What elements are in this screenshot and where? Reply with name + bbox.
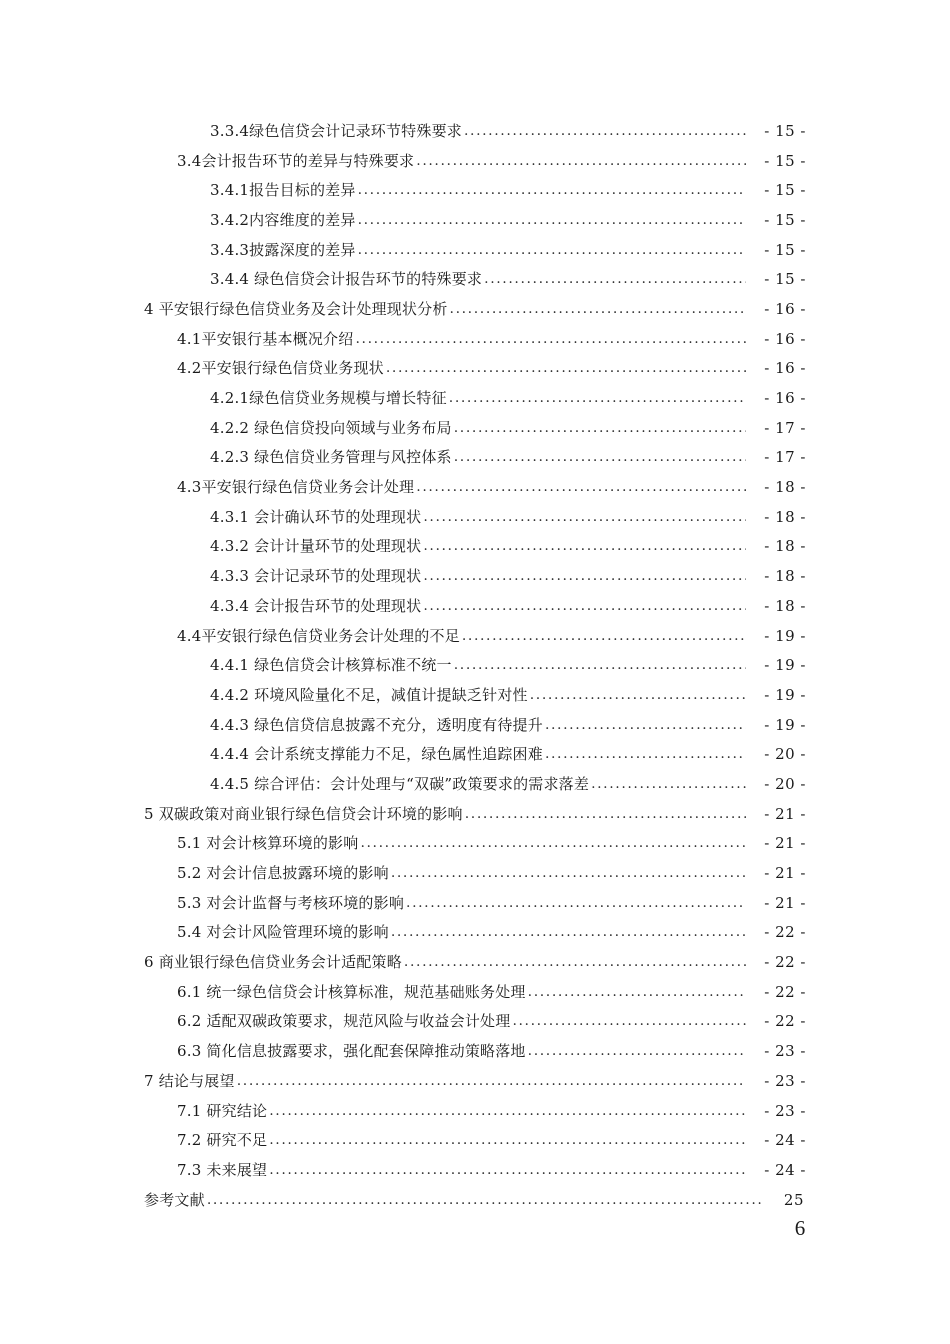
toc-dot-leader [269,1131,746,1149]
toc-entry[interactable] [0,710,950,740]
toc-entry-page: - 19 - [764,626,806,645]
toc-entry-title: 5.1 对会计核算环境的影响 [177,834,359,853]
toc-dot-leader [464,122,746,140]
toc-entry[interactable] [0,502,950,532]
toc-entry-page: - 21 - [764,834,806,853]
toc-entry[interactable] [0,858,950,888]
toc-entry-page: - 19 - [764,685,806,704]
toc-entry-page: - 16 - [764,299,806,318]
toc-entry-page: - 17 - [764,418,806,437]
toc-entry[interactable] [0,918,950,948]
toc-dot-leader [391,923,746,941]
toc-entry-page: - 18 - [764,596,806,615]
toc-dot-leader [530,686,746,704]
toc-entry-title: 4.1平安银行基本概况介绍 [177,329,354,348]
toc-entry-title: 6 商业银行绿色信贷业务会计适配策略 [144,953,402,972]
toc-dot-leader [449,389,746,407]
toc-entry[interactable] [0,561,950,591]
toc-dot-leader [450,300,746,318]
toc-entry-page: - 15 - [764,210,806,229]
toc-entry[interactable] [0,1125,950,1155]
toc-entry-page: - 17 - [764,448,806,467]
toc-entry[interactable] [0,591,950,621]
toc-entry-title: 3.4.1报告目标的差异 [210,181,356,200]
toc-dot-leader [545,745,746,763]
toc-dot-leader [358,241,746,259]
toc-dot-leader [591,775,746,793]
toc-entry-page: - 16 - [764,389,806,408]
toc-entry-title: 7.3 未来展望 [177,1160,268,1179]
toc-entry-page: - 19 - [764,715,806,734]
toc-entry[interactable] [0,235,950,265]
toc-entry-title: 4.4.2 环境风险量化不足，减值计提缺乏针对性 [210,685,528,704]
toc-dot-leader [391,864,746,882]
toc-entry-title: 4.2.3 绿色信贷业务管理与风控体系 [210,448,452,467]
toc-entry[interactable] [0,205,950,235]
toc-entry-page: - 21 - [764,804,806,823]
toc-entry[interactable] [0,146,950,176]
toc-dot-leader [454,448,746,466]
toc-entry-page: 25 [783,1190,804,1209]
toc-entry-page: - 15 - [764,240,806,259]
toc-dot-leader [269,1102,746,1120]
toc-entry-page: - 16 - [764,359,806,378]
toc-entry-title: 4.4平安银行绿色信贷业务会计处理的不足 [177,626,460,645]
toc-entry[interactable] [0,1185,950,1215]
toc-entry[interactable] [0,621,950,651]
toc-entry[interactable] [0,116,950,146]
toc-dot-leader [358,181,746,199]
toc-entry[interactable] [0,1155,950,1185]
toc-entry-page: - 18 - [764,567,806,586]
toc-entry-page: - 18 - [764,537,806,556]
toc-dot-leader [237,1072,746,1090]
toc-entry-title: 参考文献 [144,1190,205,1209]
toc-dot-leader [528,983,746,1001]
toc-entry-page: - 15 - [764,270,806,289]
toc-entry-title: 4.4.5 综合评估：会计处理与“双碳”政策要求的需求落差 [210,774,590,793]
toc-entry-title: 3.4会计报告环节的差异与特殊要求 [177,151,415,170]
table-of-contents [0,116,950,1214]
toc-entry[interactable] [0,532,950,562]
toc-entry-title: 4 平安银行绿色信贷业务及会计处理现状分析 [144,299,448,318]
toc-entry-title: 7 结论与展望 [144,1071,235,1090]
toc-entry-title: 6.3 简化信息披露要求，强化配套保障推动策略落地 [177,1042,526,1061]
toc-dot-leader [528,1042,746,1060]
toc-entry[interactable] [0,769,950,799]
toc-entry-page: - 18 - [764,478,806,497]
toc-entry-page: - 22 - [764,982,806,1001]
toc-entry-page: - 22 - [764,923,806,942]
toc-dot-leader [360,834,746,852]
toc-entry[interactable] [0,680,950,710]
toc-entry-page: - 15 - [764,121,806,140]
toc-entry-title: 5.3 对会计监督与考核环境的影响 [177,893,405,912]
toc-dot-leader [484,270,746,288]
toc-dot-leader [358,211,746,229]
page-number: 6 [794,1216,806,1240]
toc-entry[interactable] [0,799,950,829]
toc-entry-title: 4.3.1 会计确认环节的处理现状 [210,507,422,526]
toc-entry[interactable] [0,650,950,680]
toc-entry[interactable] [0,829,950,859]
toc-entry-title: 5.4 对会计风险管理环境的影响 [177,923,389,942]
toc-entry[interactable] [0,977,950,1007]
toc-entry[interactable] [0,443,950,473]
toc-entry[interactable] [0,413,950,443]
toc-dot-leader [545,716,746,734]
toc-dot-leader [423,537,746,555]
toc-dot-leader [386,359,746,377]
toc-entry-title: 6.2 适配双碳政策要求，规范风险与收益会计处理 [177,1012,511,1031]
toc-entry[interactable] [0,383,950,413]
toc-entry-title: 4.2平安银行绿色信贷业务现状 [177,359,384,378]
toc-entry[interactable] [0,175,950,205]
toc-entry-title: 4.2.2 绿色信贷投向领域与业务布局 [210,418,452,437]
toc-entry-page: - 21 - [764,893,806,912]
toc-entry-page: - 15 - [764,151,806,170]
toc-entry-page: - 23 - [764,1071,806,1090]
toc-entry-page: - 22 - [764,1012,806,1031]
toc-entry-title: 4.4.4 会计系统支撑能力不足，绿色属性追踪困难 [210,745,543,764]
toc-dot-leader [355,330,746,348]
toc-dot-leader [454,419,746,437]
toc-entry-page: - 24 - [764,1160,806,1179]
toc-entry[interactable] [0,472,950,502]
toc-dot-leader [406,894,746,912]
toc-entry-title: 6.1 统一绿色信贷会计核算标准，规范基础账务处理 [177,982,526,1001]
toc-entry-title: 3.3.4绿色信贷会计记录环节特殊要求 [210,121,462,140]
toc-entry[interactable] [0,354,950,384]
toc-dot-leader [416,152,746,170]
toc-entry[interactable] [0,1066,950,1096]
toc-entry-page: - 23 - [764,1101,806,1120]
toc-entry[interactable] [0,264,950,294]
toc-entry-page: - 20 - [764,745,806,764]
toc-entry-title: 5.2 对会计信息披露环境的影响 [177,864,389,883]
toc-entry-title: 3.4.3披露深度的差异 [210,240,356,259]
toc-dot-leader [462,627,746,645]
toc-dot-leader [465,805,746,823]
toc-entry-page: - 20 - [764,774,806,793]
toc-dot-leader [512,1012,746,1030]
toc-dot-leader [423,508,746,526]
toc-entry-page: - 21 - [764,864,806,883]
toc-dot-leader [454,656,746,674]
toc-entry[interactable] [0,324,950,354]
toc-entry-title: 5 双碳政策对商业银行绿色信贷会计环境的影响 [144,804,463,823]
toc-entry-title: 4.2.1绿色信贷业务规模与增长特征 [210,389,447,408]
toc-entry[interactable] [0,1036,950,1066]
toc-entry-title: 4.3.2 会计计量环节的处理现状 [210,537,422,556]
toc-entry-page: - 16 - [764,329,806,348]
toc-dot-leader [423,597,746,615]
toc-entry-title: 4.3平安银行绿色信贷业务会计处理 [177,478,415,497]
toc-entry-page: - 23 - [764,1042,806,1061]
toc-entry-page: - 15 - [764,181,806,200]
toc-dot-leader [207,1191,762,1209]
toc-entry-title: 3.4.4 绿色信贷会计报告环节的特殊要求 [210,270,483,289]
toc-entry[interactable] [0,1096,950,1126]
toc-entry[interactable] [0,947,950,977]
toc-entry-title: 3.4.2内容维度的差异 [210,210,356,229]
toc-entry-title: 7.1 研究结论 [177,1101,268,1120]
toc-entry-page: - 19 - [764,656,806,675]
toc-entry[interactable] [0,1007,950,1037]
toc-entry-page: - 24 - [764,1131,806,1150]
toc-entry-title: 7.2 研究不足 [177,1131,268,1150]
toc-dot-leader [416,478,746,496]
toc-dot-leader [423,567,746,585]
toc-entry[interactable] [0,888,950,918]
toc-entry-page: - 18 - [764,507,806,526]
toc-entry-title: 4.4.3 绿色信贷信息披露不充分，透明度有待提升 [210,715,543,734]
toc-entry-title: 4.3.4 会计报告环节的处理现状 [210,596,422,615]
toc-dot-leader [404,953,746,971]
toc-entry[interactable] [0,739,950,769]
toc-entry[interactable] [0,294,950,324]
toc-entry-title: 4.3.3 会计记录环节的处理现状 [210,567,422,586]
toc-entry-page: - 22 - [764,953,806,972]
toc-dot-leader [269,1161,746,1179]
toc-entry-title: 4.4.1 绿色信贷会计核算标准不统一 [210,656,452,675]
